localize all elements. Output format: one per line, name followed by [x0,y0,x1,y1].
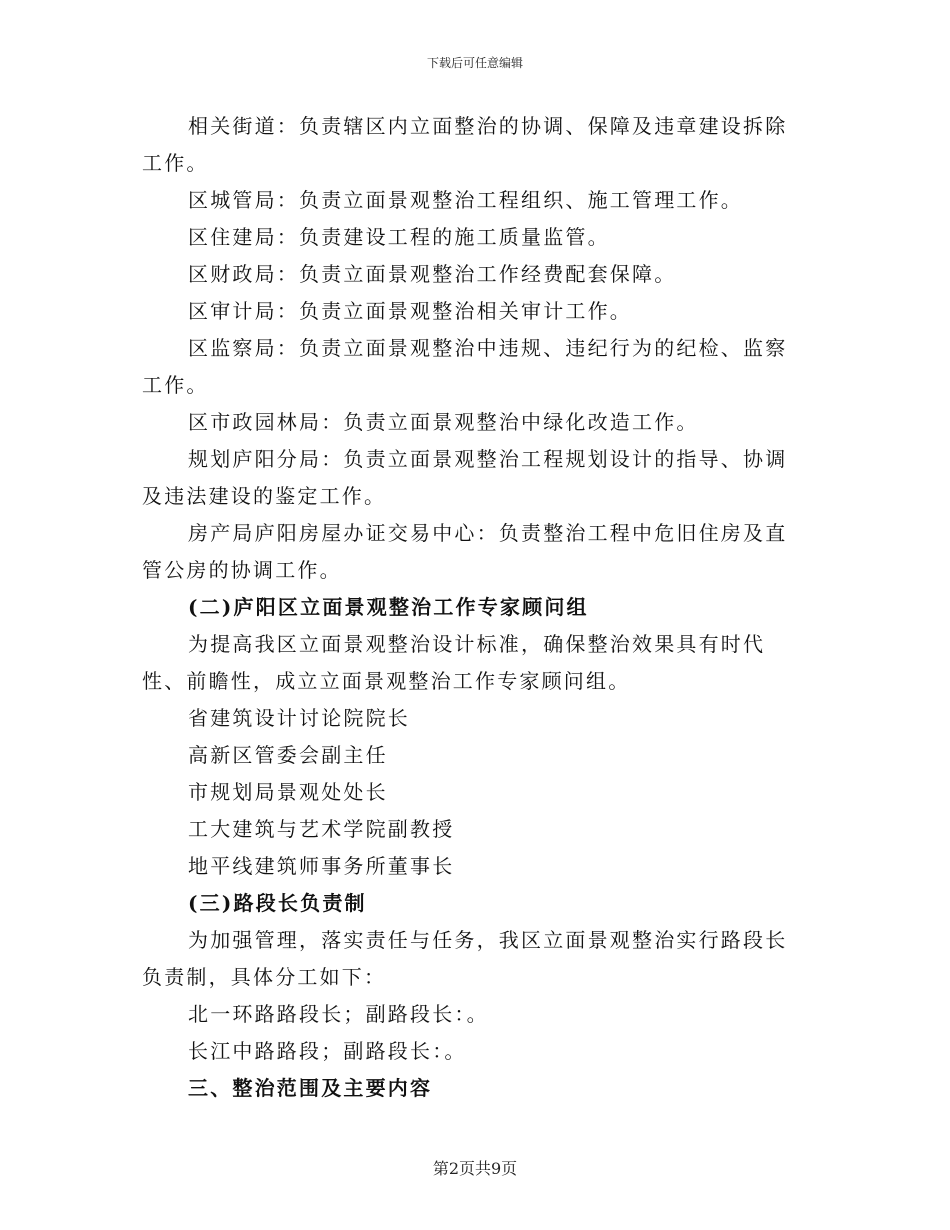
list-item: 工大建筑与艺术学院副教授 [188,817,455,841]
document-body [142,108,802,1107]
list-item: 省建筑设计讨论院院长 [188,706,410,730]
paragraph: 房产局庐阳房屋办证交易中心：负责整治工程中危旧住房及直管公房的协调工作。 [142,521,788,582]
paragraph: 相关街道：负责辖区内立面整治的协调、保障及违章建设拆除工作。 [142,114,788,175]
list-item: 高新区管委会副主任 [188,743,388,767]
page-footer: 第2页共9页 [432,1159,518,1178]
paragraph: 为加强管理，落实责任与任务，我区立面景观整治实行路段长负责制，具体分工如下： [142,928,788,989]
list-item: 市规划局景观处处长 [188,780,388,804]
paragraph: 规划庐阳分局：负责立面景观整治工程规划设计的指导、协调及违法建设的鉴定工作。 [142,447,788,508]
page-header: 下载后可任意编辑 [426,56,523,70]
chapter-heading: 三、整治范围及主要内容 [188,1076,433,1100]
paragraph: 区监察局：负责立面景观整治中违规、违纪行为的纪检、监察工作。 [142,336,788,397]
paragraph: 区城管局：负责立面景观整治工程组织、施工管理工作。 [188,188,743,212]
section-heading: (二)庐阳区立面景观整治工作专家顾问组 [188,595,589,619]
paragraph: 区市政园林局：负责立面景观整治中绿化改造工作。 [188,410,699,434]
paragraph: 区审计局：负责立面景观整治相关审计工作。 [188,299,632,323]
paragraph: 区财政局：负责立面景观整治工作经费配套保障。 [188,262,677,286]
list-item: 地平线建筑师事务所董事长 [188,854,455,878]
paragraph: 为提高我区立面景观整治设计标准，确保整治效果具有时代性、前瞻性，成立立面景观整治工作专家顾问组。 [142,632,766,693]
list-item: 北一环路路段长；副路段长：。 [188,1002,489,1026]
paragraph: 区住建局：负责建设工程的施工质量监管。 [188,225,610,249]
section-heading: (三)路段长负责制 [188,891,367,915]
list-item: 长江中路路段；副路段长：。 [188,1039,467,1063]
